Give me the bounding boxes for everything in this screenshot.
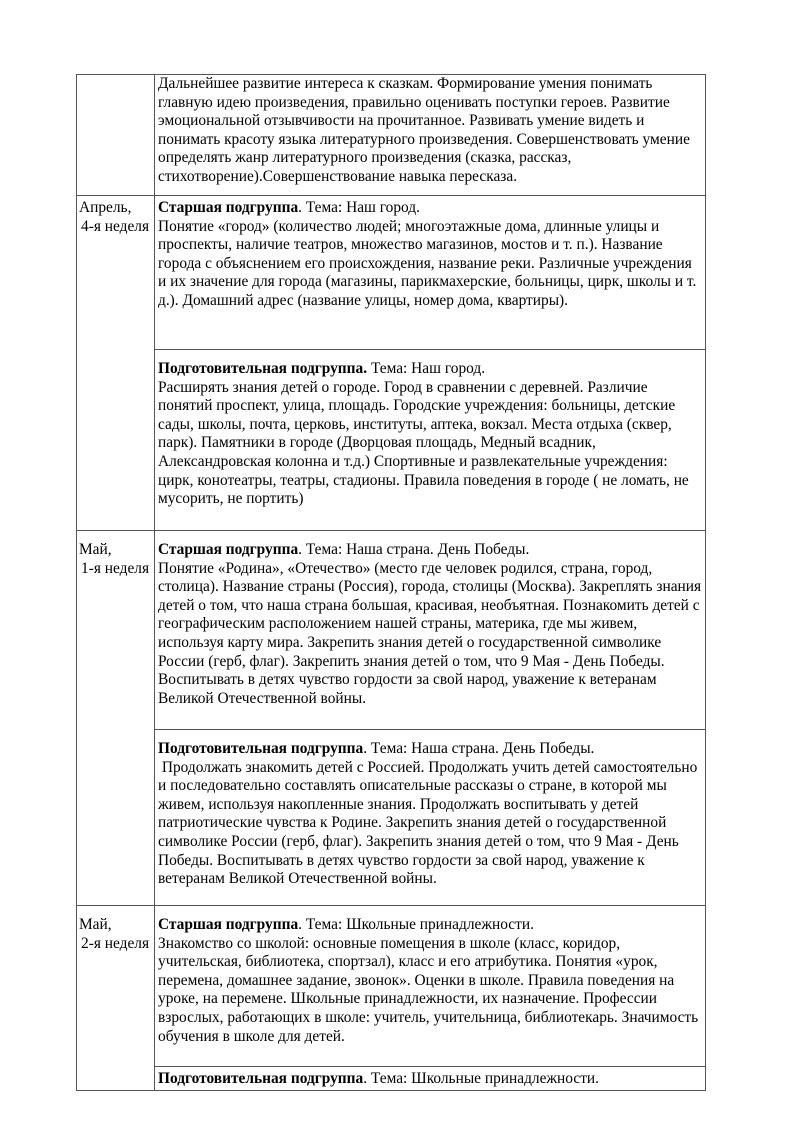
row-body-text: Понятие «город» (количество людей; многоэтажные дома, длинные улицы и проспекты, наличие театров, множество магазинов, мостов и т. п.). Название города с объяснением его происхождения, название реки. Различные учреждения и их значение для города (магазины, парикмахерские, больницы, цирк, школы и т. д.). Домашний адрес (название улицы, номер дома, квартиры). — [158, 217, 697, 309]
row-body-text: Продолжать знакомить детей с Россией. Продолжать учить детей самостоятельно и последовательно составлять описательные рассказы о стране, в которой мы живем, используя накопленные знания. Продолжать воспитывать у детей патриотические чувства к Родине. Закрепить знания детей о государственной символике России (герб, флаг). Закрепить знания детей о том, что 9 Мая - День Победы. Воспитывать в детях чувство гордости за свой народ, уважение к ветеранам Великой Отечественной войны. — [158, 758, 702, 888]
date-cell — [77, 75, 155, 196]
date-week: 1-я неделя — [81, 559, 150, 577]
date-month: Апрель, — [79, 199, 132, 216]
table-row — [77, 1067, 706, 1091]
content-cell — [155, 350, 706, 531]
row-body-text: Понятие «Родина», «Отечество» (место где человек родился, страна, город, столица). Название страны (Россия), города, столицы (Москва). Закреплять знания детей о том, что наша страна большая, красивая, необъятная. Познакомить детей с географическим расположением нашей страны, материка, где мы живем, используя карту мира. Закрепить знания детей о государственной символике России (герб, флаг). Закрепить знания детей о том, что 9 Мая - День Победы. Воспитывать в детях чувство гордости за свой народ, уважение к ветеранам Великой Отечественной войны. — [158, 559, 702, 707]
subgroup-heading: Подготовительная подгруппа. — [158, 360, 368, 377]
row-body-text: Знакомство со школой: основные помещения в школе (класс, коридор, учительская, библиотека, спортзал), класс и его атрибутика. Понятия «урок, перемена, домашнее задание, звонок». Оценки в школе. Правила поведения на уроке, на перемене. Школьные принадлежности, их назначение. Профессии взрослых, работающих в школе: учитель, учительница, библиотекарь. Значимость обучения в школе для детей. — [158, 934, 699, 1045]
row-body-text: Расширять знания детей о городе. Город в сравнении с деревней. Различие понятий проспект, улица, площадь. Городские учреждения: больницы, детские сады, школы, почта, церковь, институты, аптека, вокзал. Места отдыха (сквер, парк). Памятники в городе (Дворцовая площадь, Медный всадник, Александровская колонна и т.д.) Спортивные и развлекательные учреждения: цирк, конотеатры, театры, стадионы. Правила поведения в городе ( не ломать, не мусорить, не портить) — [158, 378, 689, 508]
content-cell — [155, 531, 706, 730]
subgroup-heading: Старшая подгруппа — [158, 541, 299, 558]
subgroup-heading: Старшая подгруппа — [158, 199, 299, 216]
date-week: 2-я неделя — [81, 934, 150, 952]
subgroup-heading: Старшая подгруппа — [158, 916, 299, 933]
table-row — [77, 196, 706, 350]
table-row — [77, 75, 706, 196]
curriculum-table — [76, 74, 706, 1091]
table-row — [77, 730, 706, 906]
date-month: Май, — [79, 541, 112, 558]
topic-title: . Тема: Наша страна. День Победы. — [298, 541, 530, 558]
table-row — [77, 906, 706, 1067]
topic-title: Тема: Наш город. — [367, 360, 486, 377]
topic-title: . Тема: Школьные принадлежности. — [363, 1070, 600, 1087]
topic-title: . Тема: Наша страна. День Победы. — [363, 740, 595, 757]
content-cell — [155, 75, 706, 196]
content-cell — [155, 906, 706, 1067]
date-cell — [77, 196, 155, 531]
subgroup-heading: Подготовительная подгруппа — [158, 1070, 364, 1087]
table-row — [77, 531, 706, 730]
date-cell — [77, 531, 155, 906]
content-cell — [155, 730, 706, 906]
date-month: Май, — [79, 916, 112, 933]
content-cell — [155, 196, 706, 350]
row-body-text: Дальнейшее развитие интереса к сказкам. Формирование умения понимать главную идею произведения, правильно оценивать поступки героев. Развитие эмоциональной отзывчивости на прочитанное. Развивать умение видеть и понимать красоту языка литературного произведения. Совершенствовать умение определять жанр литературного произведения (сказка, рассказ, стихотворение).Совершенствование навыка пересказа. — [158, 75, 690, 185]
date-cell — [77, 906, 155, 1091]
table-row — [77, 350, 706, 531]
topic-title: . Тема: Наш город. — [298, 199, 420, 216]
subgroup-heading: Подготовительная подгруппа — [158, 740, 364, 757]
topic-title: . Тема: Школьные принадлежности. — [298, 916, 534, 933]
date-week: 4-я неделя — [81, 217, 150, 235]
content-cell — [155, 1067, 706, 1091]
